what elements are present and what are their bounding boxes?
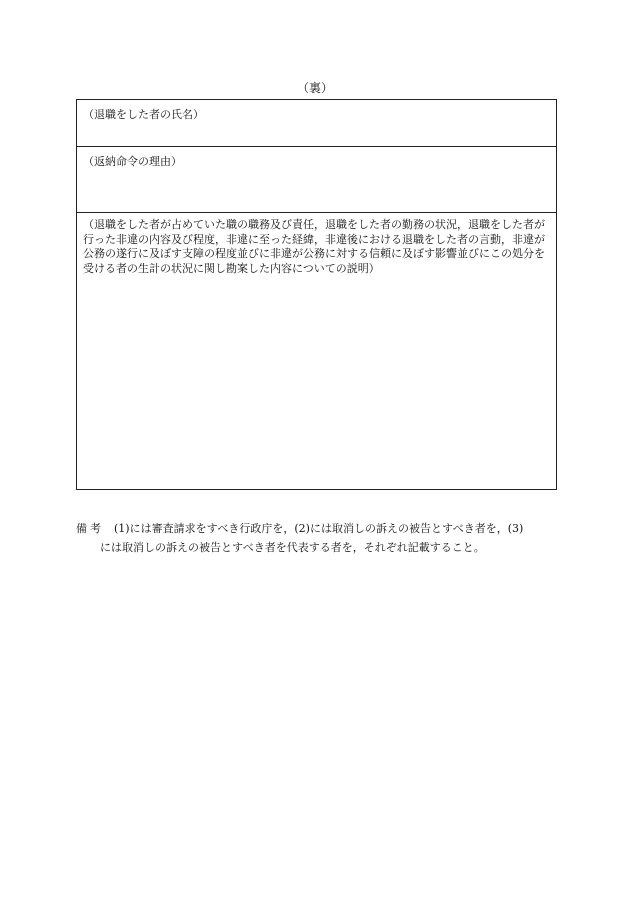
return-order-reason-field[interactable] xyxy=(77,147,556,213)
notes-text-line-2: には取消しの訴えの被告とすべき者を代表する者を，それぞれ記載すること。 xyxy=(100,541,485,554)
notes-line-1 xyxy=(76,519,557,538)
form-table xyxy=(76,99,557,490)
notes-text-line-1: (1)には審査請求をすべき行政庁を，(2)には取消しの訴えの被告とすべき者を，(3) xyxy=(114,522,524,535)
notes-label: 備考 xyxy=(76,522,104,535)
considerations-explanation-label: （退職をした者が占めていた職の職務及び責任，退職をした者の勤務の状況，退職をした者が行った非違の内容及び程度，非違に至った経緯，非違後における退職をした者の言動，非違が公務の遂行に及ぼす支障の程度並びに非違が公務に対する信頼に及ぼす影響並びにこの処分を受ける者の生計の状況に関し勘案した内容についての説明） xyxy=(83,218,545,275)
notes-section xyxy=(76,519,557,557)
retiree-name-label: （退職をした者の氏名） xyxy=(83,108,204,121)
return-order-reason-label: （返納命令の理由） xyxy=(83,155,182,168)
retiree-name-field[interactable] xyxy=(77,100,556,147)
page-title: （裏） xyxy=(296,81,333,95)
considerations-explanation-field[interactable] xyxy=(77,213,556,489)
